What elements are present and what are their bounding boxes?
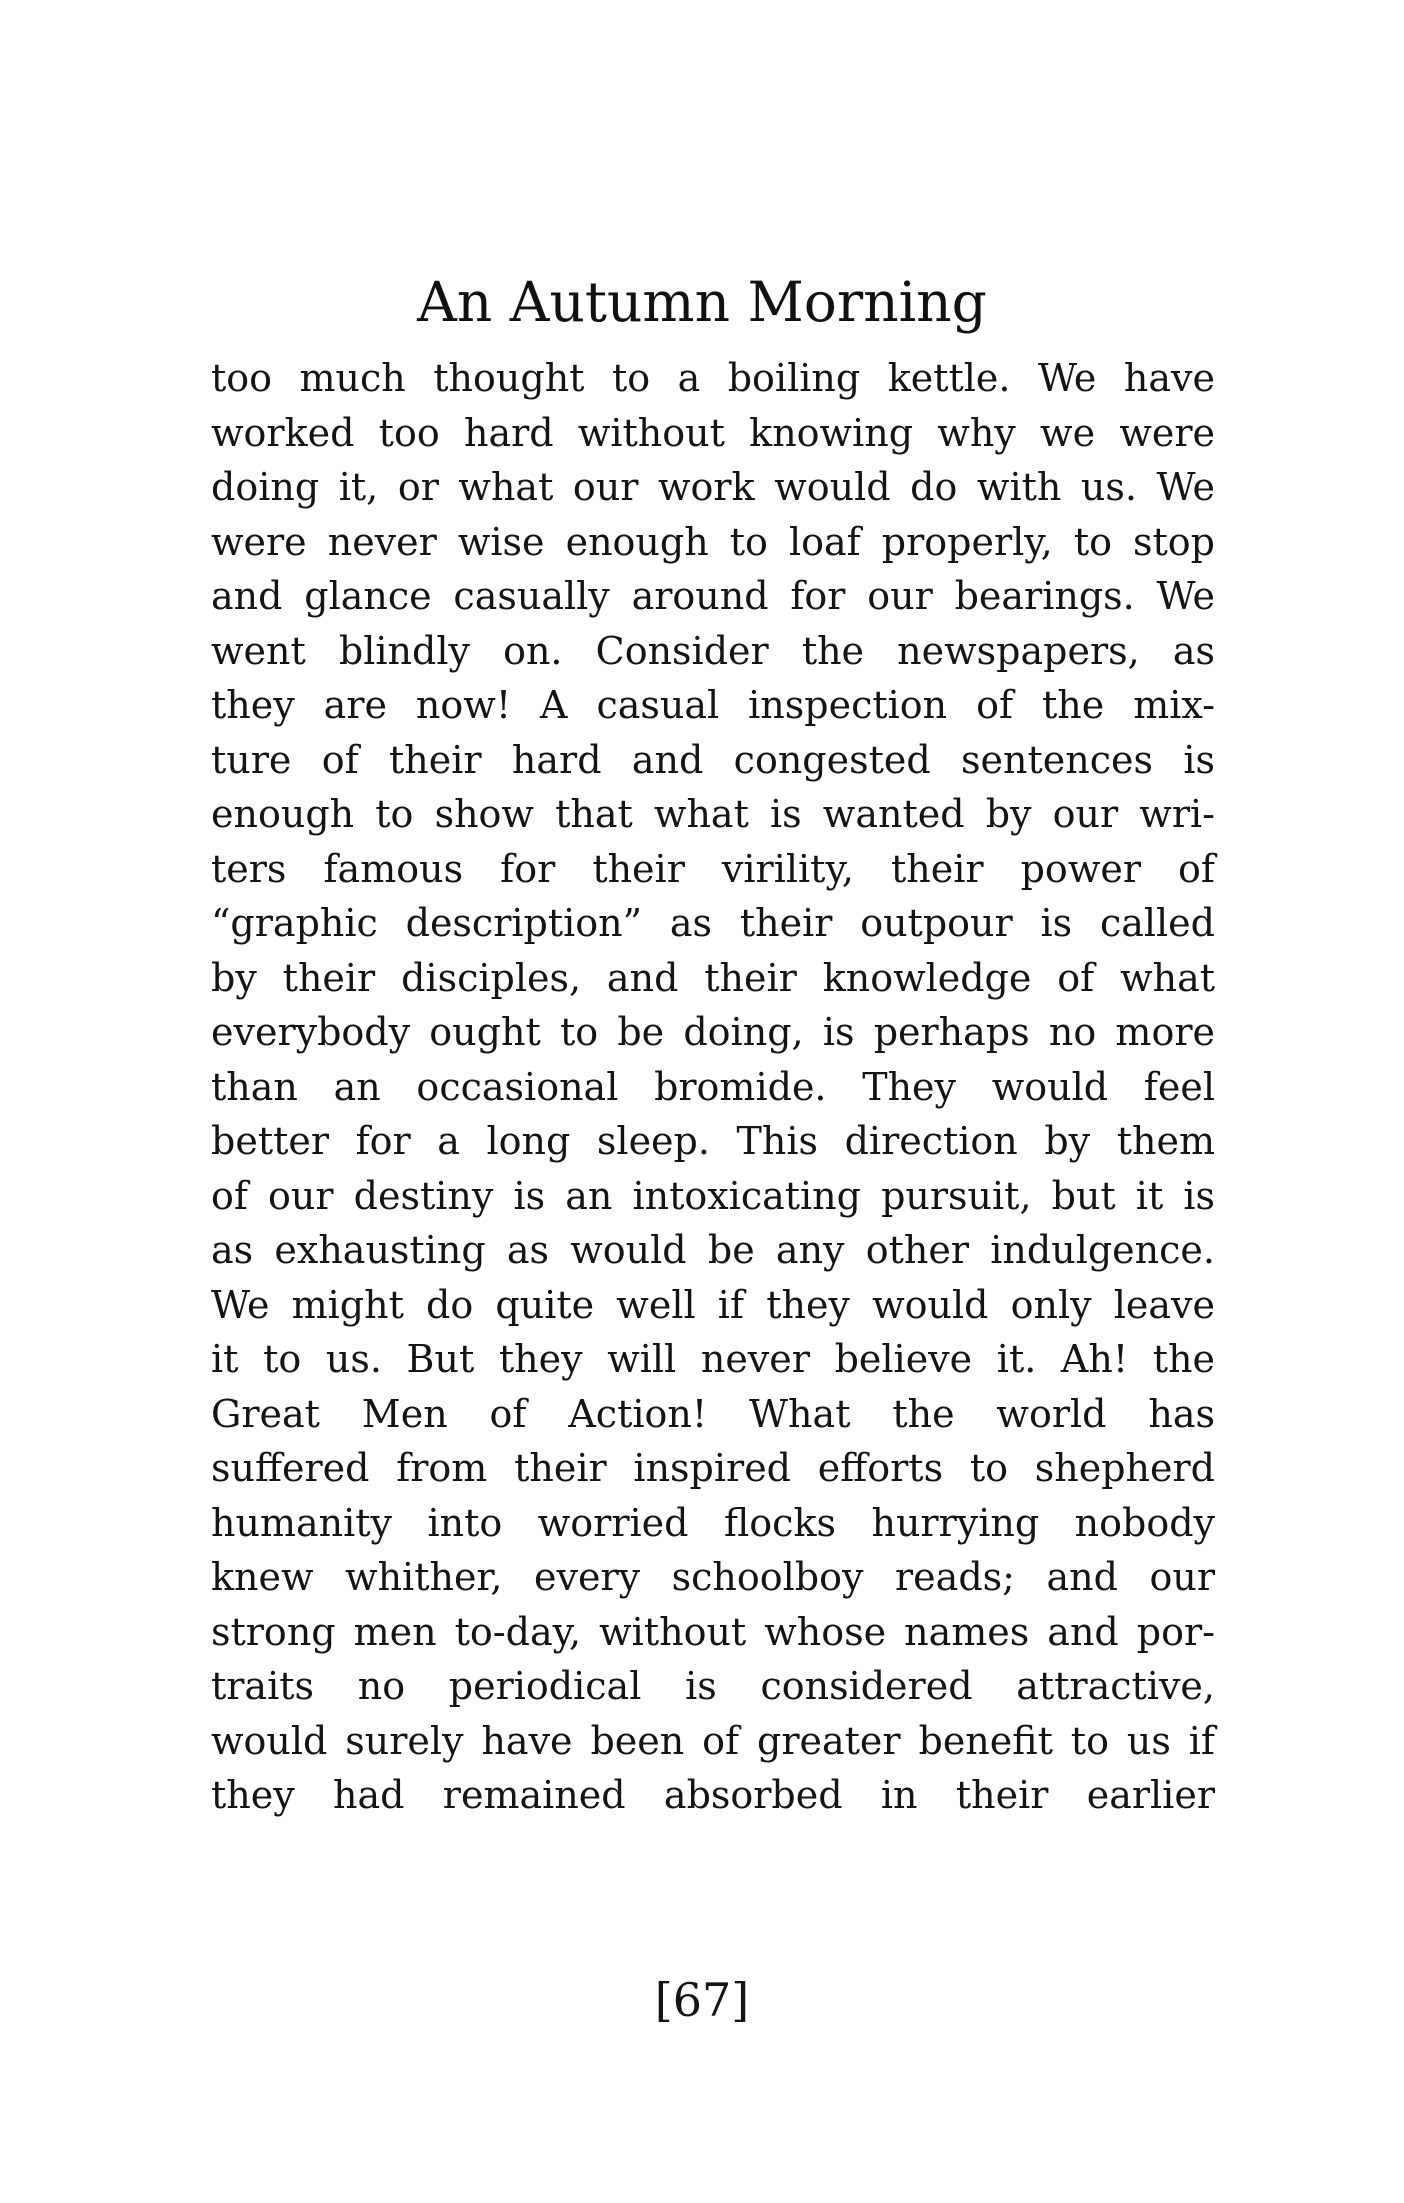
text-line: ture of their hard and congested sentences is bbox=[211, 737, 1215, 782]
text-line: strong men to-day, without whose names and por- bbox=[211, 1609, 1215, 1654]
text-line: they are now! A casual inspection of the mix- bbox=[211, 683, 1215, 727]
text-line: ters famous for their virility, their power of bbox=[211, 846, 1215, 891]
text-line: doing it, or what our work would do with us. We bbox=[211, 465, 1215, 509]
text-line: suffered from their inspired efforts to shepherd bbox=[211, 1446, 1215, 1490]
text-line: We might do quite well if they would only leave bbox=[211, 1282, 1215, 1327]
text-line: by their disciples, and their knowledge of what bbox=[211, 955, 1215, 1000]
text-line: Great Men of Action! What the world has bbox=[211, 1391, 1215, 1436]
body-text bbox=[211, 351, 1215, 1823]
text-line: traits no periodical is considered attractive, bbox=[211, 1664, 1215, 1708]
text-line: would surely have been of greater benefit to us if bbox=[211, 1718, 1215, 1763]
text-line: better for a long sleep. This direction by them bbox=[211, 1119, 1215, 1163]
text-line: were never wise enough to loaf properly, to stop bbox=[211, 519, 1215, 564]
text-line: than an occasional bromide. They would feel bbox=[211, 1064, 1215, 1109]
text-line: humanity into worried flocks hurrying nobody bbox=[211, 1500, 1215, 1545]
text-line: “graphic description” as their outpour is called bbox=[211, 901, 1215, 945]
text-line: went blindly on. Consider the newspapers, as bbox=[211, 628, 1215, 673]
text-line: they had remained absorbed in their earlier bbox=[211, 1773, 1215, 1817]
running-head: An Autumn Morning bbox=[417, 270, 987, 334]
text-line: worked too hard without knowing why we were bbox=[211, 410, 1215, 455]
text-line: enough to show that what is wanted by our wri- bbox=[211, 792, 1215, 836]
text-line: everybody ought to be doing, is perhaps no more bbox=[211, 1010, 1215, 1054]
text-line: as exhausting as would be any other indulgence. bbox=[211, 1228, 1215, 1272]
text-line: knew whither, every schoolboy reads; and our bbox=[211, 1555, 1215, 1599]
text-line: of our destiny is an intoxicating pursuit, but it is bbox=[211, 1173, 1215, 1218]
text-line: it to us. But they will never believe it. Ah! the bbox=[211, 1337, 1215, 1381]
page-number: [67] bbox=[654, 1973, 750, 2027]
text-line: too much thought to a boiling kettle. We have bbox=[211, 356, 1215, 400]
text-line: and glance casually around for our bearings. We bbox=[211, 574, 1215, 618]
